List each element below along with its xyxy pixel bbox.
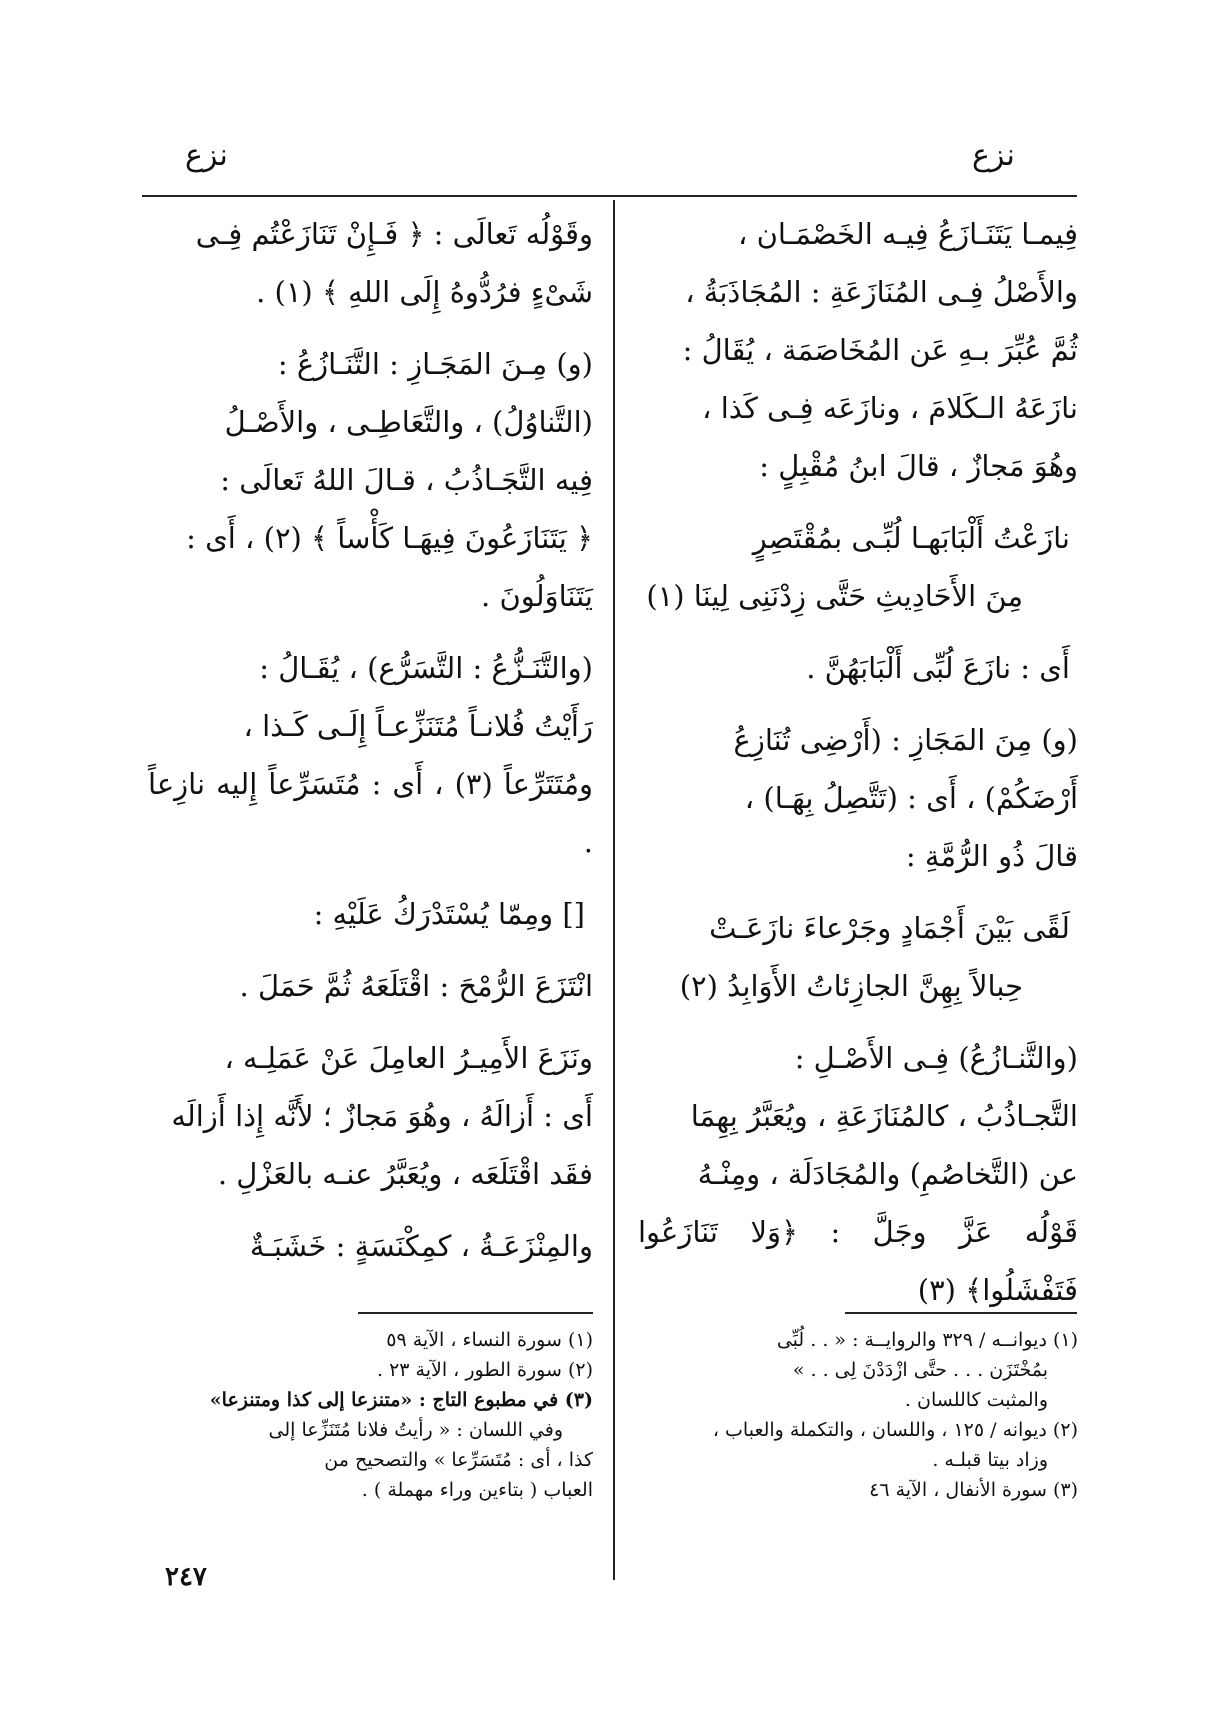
text-line: يَتَنَاوَلُونَ . <box>481 579 593 613</box>
text-line: التَّجـاذُبُ ، كالمُنَازَعَةِ ، ويُعَبَّرُ بِهِمَا <box>690 1099 1078 1133</box>
right-column <box>638 205 1078 1319</box>
text-line: فِيه التَّجَـاذُبُ ، قـالَ اللهُ تَعالَى : <box>220 463 593 497</box>
footnote-line: (١) ديوانــه / ٣٢٩ والروايــة : « . . لُبِّى <box>776 1329 1078 1351</box>
text-line: (والتَّنَـزُّعُ : التَّسَرُّع) ، يُقَـالُ : <box>259 651 593 685</box>
text-line: أَرْضَكُمْ) ، أَى : (تَتَّصِلُ بِهَـا) ، <box>744 781 1078 815</box>
verse-line: لَقًى بَيْنَ أَجْمَادٍ وجَرْعاءَ نازَعَـتْ <box>709 911 1070 945</box>
text-line: (و) مِنَ المَجَازِ : (أَرْضِى تُنَازِعُ <box>733 723 1078 757</box>
text-line: أَى : نازَعَ لُبِّى أَلْبَابَهُنَّ . <box>806 651 1070 685</box>
text-line: والأَصْلُ فِـى المُنَازَعَةِ : المُجَاذَبَةُ ، <box>685 275 1078 309</box>
verse-line: نازَعْتُ أَلْبَابَهـا لُبِّـى بمُقْتَصِرٍ <box>752 521 1070 555</box>
section-heading: [] ومِمّا يُسْتَدْرَكُ عَلَيْهِ : <box>313 897 585 931</box>
footnote-line: العباب ( بتاءين وراء مهملة ) . <box>361 1479 593 1501</box>
text-line: والمِنْزَعَـةُ ، كمِكْنَسَةٍ : خَشَبَـةٌ <box>249 1229 593 1263</box>
running-header-left: نزع <box>185 138 228 173</box>
text-line: (والتَّنـازُعُ) فِـى الأَصْـلِ : <box>794 1041 1078 1075</box>
text-line: عن (التَّخاصُمِ) والمُجَادَلَة ، ومِنْـهُ <box>697 1157 1078 1191</box>
page-number: ٢٤٧ <box>165 1562 207 1592</box>
text-line: ثُمَّ عُبِّرَ بـهِ عَن المُخَاصَمَة ، يُقَالُ : <box>682 333 1078 367</box>
verse-line: مِنَ الأَحَادِيثِ حَتَّى زِدْنَنِى لِينَا (١) <box>646 579 1023 613</box>
column-divider <box>613 200 615 1580</box>
footnote-line: (٣) سورة الأنفال ، الآية ٤٦ <box>869 1479 1078 1501</box>
text-line: شَىْءٍ فرُدُّوهُ إِلَى اللهِ ﴾ (١) . <box>256 275 593 309</box>
text-line: فِيمـا يَتَنَـازَعُ فِيـه الخَصْمَـان ، <box>738 217 1078 251</box>
verse-line: حِبالاً بِهِنَّ الجازِئاتُ الأَوَابِدُ (٢) <box>679 969 1023 1003</box>
footnote-line: والمثبت كاللسان . <box>904 1389 1048 1411</box>
footnote-rule-right <box>845 1312 1077 1314</box>
text-line: نازَعَهُ الـكَلامَ ، ونازَعَه فِـى كَذا ، <box>702 391 1078 425</box>
text-line: ونَزَعَ الأَمِيـرُ العامِلَ عَنْ عَمَلِـه ، <box>224 1041 593 1075</box>
text-line: وهُوَ مَجازٌ ، قالَ ابنُ مُقْبِلٍ : <box>759 449 1078 483</box>
footnote-line: (١) سورة النساء ، الآية ٥٩ <box>386 1329 593 1351</box>
text-line: ومُتَتَرِّعاً (٣) ، أَى : مُتَسَرِّعاً إِليه نازِعاً . <box>148 767 593 859</box>
footnote-line: وفي اللسان : « رأيتُ فلانا مُتَنَزِّعا إلى <box>268 1419 563 1441</box>
text-line: وقَوْلُه تَعالَى : ﴿ فَـإِنْ تَنَازَعْتُم فِـى <box>195 217 593 251</box>
header-rule <box>142 195 1077 197</box>
text-line: قالَ ذُو الرُّمَّةِ : <box>905 839 1078 873</box>
footnotes-right <box>638 1325 1078 1505</box>
running-header-right: نزع <box>972 138 1015 173</box>
text-line: رَأَيْتُ فُلانـاً مُتَنَزِّعـاً إِلَـى كَـذا ، <box>243 709 593 743</box>
footnote-line: كذا ، أى : مُتَسَرِّعا » والتصحيح من <box>324 1449 593 1471</box>
text-line: أَى : أَزالَهُ ، وهُوَ مَجازٌ ؛ لأَنَّه إِذا أَزالَه <box>171 1099 593 1133</box>
text-line: (التَّناوُلُ) ، والتَّعَاطِـى ، والأَصْـلُ <box>224 405 593 439</box>
footnote-line: وزاد بيتا قبلـه . <box>932 1449 1048 1471</box>
footnote-line: (٣) في مطبوع التاج : «متنزعا إلى كذا ومتنزعا» <box>209 1389 593 1411</box>
footnote-line: (٢) سورة الطور ، الآية ٢٣ . <box>377 1359 593 1381</box>
footnotes-left <box>148 1325 593 1505</box>
left-column <box>148 205 593 1275</box>
text-line: (و) مِـنَ المَجَـازِ : التَّنَـازُعُ : <box>277 347 593 381</box>
text-line: ﴿ يَتَنَازَعُونَ فِيهَـا كَأْساً ﴾ (٢) ، أَى : <box>186 521 593 555</box>
text-line: فقَد اقْتَلَعَه ، ويُعَبَّرُ عنـه بالعَزْلِ . <box>217 1157 593 1191</box>
footnote-line: (٢) ديوانه / ١٢٥ ، واللسان ، والتكملة والعباب ، <box>712 1419 1078 1441</box>
text-line: انْتَزَعَ الرُّمْحَ : اقْتَلَعَهُ ثُمَّ حَمَلَ . <box>239 969 593 1003</box>
footnote-rule-left <box>358 1312 593 1314</box>
footnote-line: بمُخْتَزَن . . . حتَّى ازْدَدْنَ لِى . . » <box>792 1359 1048 1381</box>
text-line: قَوْلُه عَزَّ وجَلَّ : ﴿وَلا تَنَازَعُوا فَتَفْشَلُوا﴾ (٣) <box>638 1215 1078 1307</box>
